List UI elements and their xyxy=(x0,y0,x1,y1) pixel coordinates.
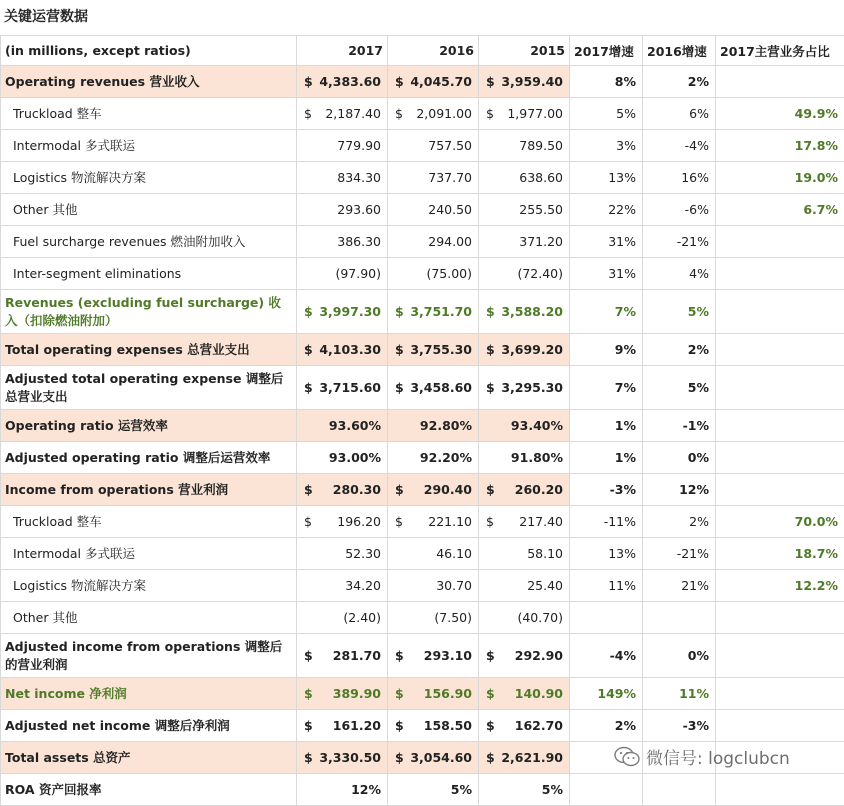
growth-cell-2016: -1% xyxy=(643,410,716,442)
value-cell-2016 xyxy=(388,66,479,98)
value-cell-2015 xyxy=(479,678,570,710)
value-cell-2017: 834.30 xyxy=(297,162,388,194)
value-cell-2016: 294.00 xyxy=(388,226,479,258)
value-cell-2016: 92.80% xyxy=(388,410,479,442)
value-cell-2015: 638.60 xyxy=(479,162,570,194)
value-cell-2016 xyxy=(388,98,479,130)
table-row xyxy=(1,634,844,678)
value-text: 3,959.40 xyxy=(483,74,565,89)
share-cell: 17.8% xyxy=(716,130,844,162)
value-cell-2017 xyxy=(297,66,388,98)
table-row xyxy=(1,162,844,194)
value-text: 162.70 xyxy=(483,718,565,733)
value-text: 290.40 xyxy=(392,482,474,497)
row-label: Fuel surcharge revenues 燃油附加收入 xyxy=(1,226,297,258)
value-cell-2015: 58.10 xyxy=(479,538,570,570)
watermark xyxy=(614,744,790,769)
value-cell-2017 xyxy=(297,474,388,506)
growth-cell-2017: 11% xyxy=(570,570,643,602)
operating-data-table xyxy=(0,35,844,806)
value-cell-2016: 5% xyxy=(388,774,479,806)
page-title: 关键运营数据 xyxy=(4,0,88,34)
value-cell-2017 xyxy=(297,334,388,366)
value-text: 2,621.90 xyxy=(483,750,565,765)
table-row xyxy=(1,710,844,742)
header-2015: 2015 xyxy=(479,36,570,66)
value-cell-2015: 789.50 xyxy=(479,130,570,162)
value-text: 196.20 xyxy=(301,514,383,529)
value-cell-2015: 25.40 xyxy=(479,570,570,602)
value-text: 4,103.30 xyxy=(301,342,383,357)
share-cell: 6.7% xyxy=(716,194,844,226)
currency-symbol: $ xyxy=(395,750,404,765)
value-cell-2017 xyxy=(297,710,388,742)
growth-cell-2017: -4% xyxy=(570,634,643,678)
currency-symbol: $ xyxy=(304,718,313,733)
value-cell-2016: 737.70 xyxy=(388,162,479,194)
value-text: 281.70 xyxy=(301,648,383,663)
value-cell-2017: (2.40) xyxy=(297,602,388,634)
currency-symbol: $ xyxy=(395,718,404,733)
share-cell xyxy=(716,366,844,410)
table-row xyxy=(1,290,844,334)
growth-cell-2016: 5% xyxy=(643,290,716,334)
value-cell-2017: 293.60 xyxy=(297,194,388,226)
share-cell xyxy=(716,710,844,742)
value-cell-2015 xyxy=(479,710,570,742)
table-row xyxy=(1,602,844,634)
value-cell-2017 xyxy=(297,290,388,334)
growth-cell-2016: -4% xyxy=(643,130,716,162)
header-2016: 2016 xyxy=(388,36,479,66)
share-cell: 18.7% xyxy=(716,538,844,570)
row-label: ROA 资产回报率 xyxy=(1,774,297,806)
value-cell-2016 xyxy=(388,334,479,366)
header-label: (in millions, except ratios) xyxy=(1,36,297,66)
value-cell-2016: 240.50 xyxy=(388,194,479,226)
row-label: Intermodal 多式联运 xyxy=(1,538,297,570)
value-cell-2015 xyxy=(479,506,570,538)
row-label: Total operating expenses 总营业支出 xyxy=(1,334,297,366)
value-cell-2017 xyxy=(297,634,388,678)
growth-cell-2016: 11% xyxy=(643,678,716,710)
growth-cell-2017: 5% xyxy=(570,98,643,130)
table-row xyxy=(1,538,844,570)
table-row xyxy=(1,774,844,806)
table-row xyxy=(1,226,844,258)
currency-symbol: $ xyxy=(395,304,404,319)
currency-symbol: $ xyxy=(395,648,404,663)
table-row xyxy=(1,506,844,538)
value-text: 161.20 xyxy=(301,718,383,733)
value-text: 280.30 xyxy=(301,482,383,497)
growth-cell-2016: 12% xyxy=(643,474,716,506)
value-cell-2016: (7.50) xyxy=(388,602,479,634)
growth-cell-2017: -3% xyxy=(570,474,643,506)
value-cell-2015: 91.80% xyxy=(479,442,570,474)
value-cell-2016: 757.50 xyxy=(388,130,479,162)
growth-cell-2017: 2% xyxy=(570,710,643,742)
header-2017: 2017 xyxy=(297,36,388,66)
value-cell-2016 xyxy=(388,742,479,774)
value-cell-2015: 255.50 xyxy=(479,194,570,226)
value-cell-2015 xyxy=(479,290,570,334)
share-cell xyxy=(716,410,844,442)
value-cell-2015: 5% xyxy=(479,774,570,806)
growth-cell-2017: -11% xyxy=(570,506,643,538)
currency-symbol: $ xyxy=(395,686,404,701)
growth-cell-2017: 149% xyxy=(570,678,643,710)
value-cell-2016 xyxy=(388,290,479,334)
value-cell-2017: 12% xyxy=(297,774,388,806)
currency-symbol: $ xyxy=(304,304,313,319)
growth-cell-2017: 13% xyxy=(570,162,643,194)
value-cell-2015 xyxy=(479,742,570,774)
growth-cell-2016: -6% xyxy=(643,194,716,226)
table-row xyxy=(1,194,844,226)
growth-cell-2016: 16% xyxy=(643,162,716,194)
currency-symbol: $ xyxy=(486,686,495,701)
currency-symbol: $ xyxy=(486,74,495,89)
share-cell xyxy=(716,66,844,98)
row-label: Other 其他 xyxy=(1,194,297,226)
value-cell-2017: 779.90 xyxy=(297,130,388,162)
value-cell-2016: 92.20% xyxy=(388,442,479,474)
value-cell-2017: 93.60% xyxy=(297,410,388,442)
value-cell-2017: 34.20 xyxy=(297,570,388,602)
growth-cell-2017: 31% xyxy=(570,226,643,258)
value-cell-2016: 30.70 xyxy=(388,570,479,602)
growth-cell-2017: 13% xyxy=(570,538,643,570)
row-label: Income from operations 营业利润 xyxy=(1,474,297,506)
growth-cell-2017: 1% xyxy=(570,442,643,474)
row-label: Net income 净利润 xyxy=(1,678,297,710)
growth-cell-2017: 3% xyxy=(570,130,643,162)
value-text: 292.90 xyxy=(483,648,565,663)
currency-symbol: $ xyxy=(486,718,495,733)
table-row xyxy=(1,410,844,442)
value-cell-2015: 371.20 xyxy=(479,226,570,258)
growth-cell-2017: 31% xyxy=(570,258,643,290)
value-cell-2017: 386.30 xyxy=(297,226,388,258)
growth-cell-2017: 8% xyxy=(570,66,643,98)
currency-symbol: $ xyxy=(304,750,313,765)
share-cell xyxy=(716,258,844,290)
growth-cell-2016: -21% xyxy=(643,226,716,258)
row-label: Other 其他 xyxy=(1,602,297,634)
value-text: 3,699.20 xyxy=(483,342,565,357)
row-label: Adjusted income from operations 调整后的营业利润 xyxy=(1,634,297,678)
currency-symbol: $ xyxy=(486,648,495,663)
growth-cell-2016: 0% xyxy=(643,634,716,678)
value-cell-2015 xyxy=(479,634,570,678)
value-text: 156.90 xyxy=(392,686,474,701)
growth-cell-2016 xyxy=(643,602,716,634)
value-cell-2015 xyxy=(479,474,570,506)
table-row xyxy=(1,130,844,162)
row-label: Intermodal 多式联运 xyxy=(1,130,297,162)
row-label: Logistics 物流解决方案 xyxy=(1,162,297,194)
header-share-2017: 2017主营业务占比 xyxy=(716,36,844,66)
value-text: 2,187.40 xyxy=(301,106,383,121)
currency-symbol: $ xyxy=(486,482,495,497)
growth-cell-2016: 6% xyxy=(643,98,716,130)
currency-symbol: $ xyxy=(395,106,403,121)
value-cell-2016 xyxy=(388,506,479,538)
currency-symbol: $ xyxy=(304,648,313,663)
value-cell-2016 xyxy=(388,710,479,742)
growth-cell-2017: 9% xyxy=(570,334,643,366)
share-cell: 70.0% xyxy=(716,506,844,538)
row-label: Revenues (excluding fuel surcharge) 收入（扣除燃油附加） xyxy=(1,290,297,334)
table-row xyxy=(1,98,844,130)
share-cell xyxy=(716,334,844,366)
value-cell-2015: 93.40% xyxy=(479,410,570,442)
value-text: 3,330.50 xyxy=(301,750,383,765)
share-cell xyxy=(716,226,844,258)
value-text: 3,458.60 xyxy=(392,380,474,395)
value-text: 4,045.70 xyxy=(392,74,474,89)
row-label: Adjusted operating ratio 调整后运营效率 xyxy=(1,442,297,474)
growth-cell-2016: 21% xyxy=(643,570,716,602)
currency-symbol: $ xyxy=(486,342,495,357)
currency-symbol: $ xyxy=(486,514,494,529)
value-text: 3,997.30 xyxy=(301,304,383,319)
value-cell-2017 xyxy=(297,506,388,538)
currency-symbol: $ xyxy=(304,74,313,89)
share-cell xyxy=(716,602,844,634)
value-cell-2016 xyxy=(388,678,479,710)
value-text: 3,054.60 xyxy=(392,750,474,765)
value-text: 3,295.30 xyxy=(483,380,565,395)
value-text: 140.90 xyxy=(483,686,565,701)
value-cell-2017: 52.30 xyxy=(297,538,388,570)
value-cell-2017: 93.00% xyxy=(297,442,388,474)
value-cell-2017 xyxy=(297,742,388,774)
value-text: 3,715.60 xyxy=(301,380,383,395)
share-cell xyxy=(716,474,844,506)
value-cell-2015 xyxy=(479,98,570,130)
currency-symbol: $ xyxy=(395,342,404,357)
currency-symbol: $ xyxy=(395,74,404,89)
value-text: 2,091.00 xyxy=(392,106,474,121)
watermark-text: 微信号: logclubcn xyxy=(646,744,790,769)
growth-cell-2017: 22% xyxy=(570,194,643,226)
growth-cell-2017 xyxy=(570,774,643,806)
growth-cell-2016: 5% xyxy=(643,366,716,410)
share-cell xyxy=(716,442,844,474)
value-cell-2015: (72.40) xyxy=(479,258,570,290)
value-cell-2017 xyxy=(297,678,388,710)
value-text: 3,755.30 xyxy=(392,342,474,357)
share-cell: 19.0% xyxy=(716,162,844,194)
value-cell-2015 xyxy=(479,334,570,366)
currency-symbol: $ xyxy=(304,482,313,497)
growth-cell-2017: 1% xyxy=(570,410,643,442)
value-text: 3,588.20 xyxy=(483,304,565,319)
table-body xyxy=(1,66,844,806)
growth-cell-2016: 2% xyxy=(643,334,716,366)
header-growth-2016: 2016增速 xyxy=(643,36,716,66)
value-cell-2017 xyxy=(297,98,388,130)
share-cell xyxy=(716,290,844,334)
growth-cell-2017 xyxy=(570,602,643,634)
table-row xyxy=(1,334,844,366)
value-text: 1,977.00 xyxy=(483,106,565,121)
value-cell-2015 xyxy=(479,66,570,98)
currency-symbol: $ xyxy=(395,380,404,395)
currency-symbol: $ xyxy=(486,304,495,319)
currency-symbol: $ xyxy=(304,342,313,357)
row-label: Inter-segment eliminations xyxy=(1,258,297,290)
table-row xyxy=(1,66,844,98)
row-label: Truckload 整车 xyxy=(1,98,297,130)
growth-cell-2016: -21% xyxy=(643,538,716,570)
value-text: 260.20 xyxy=(483,482,565,497)
table-row xyxy=(1,258,844,290)
share-cell: 12.2% xyxy=(716,570,844,602)
currency-symbol: $ xyxy=(486,750,495,765)
value-cell-2016: 46.10 xyxy=(388,538,479,570)
table-row xyxy=(1,442,844,474)
wechat-icon xyxy=(614,746,640,768)
share-cell: 49.9% xyxy=(716,98,844,130)
value-text: 3,751.70 xyxy=(392,304,474,319)
row-label: Logistics 物流解决方案 xyxy=(1,570,297,602)
share-cell xyxy=(716,634,844,678)
value-text: 293.10 xyxy=(392,648,474,663)
table-row xyxy=(1,678,844,710)
value-cell-2016 xyxy=(388,474,479,506)
growth-cell-2017: 7% xyxy=(570,366,643,410)
value-cell-2016 xyxy=(388,366,479,410)
growth-cell-2016: 2% xyxy=(643,506,716,538)
table-header-row xyxy=(1,36,844,66)
value-text: 158.50 xyxy=(392,718,474,733)
value-cell-2016: (75.00) xyxy=(388,258,479,290)
value-cell-2017: (97.90) xyxy=(297,258,388,290)
value-text: 389.90 xyxy=(301,686,383,701)
value-text: 217.40 xyxy=(483,514,565,529)
row-label: Adjusted total operating expense 调整后总营业支出 xyxy=(1,366,297,410)
table-row xyxy=(1,474,844,506)
row-label: Truckload 整车 xyxy=(1,506,297,538)
currency-symbol: $ xyxy=(486,106,494,121)
currency-symbol: $ xyxy=(486,380,495,395)
row-label: Operating ratio 运营效率 xyxy=(1,410,297,442)
value-text: 221.10 xyxy=(392,514,474,529)
growth-cell-2016: 0% xyxy=(643,442,716,474)
growth-cell-2016 xyxy=(643,774,716,806)
growth-cell-2016: 4% xyxy=(643,258,716,290)
share-cell xyxy=(716,774,844,806)
row-label: Adjusted net income 调整后净利润 xyxy=(1,710,297,742)
share-cell xyxy=(716,678,844,710)
value-cell-2017 xyxy=(297,366,388,410)
currency-symbol: $ xyxy=(395,482,404,497)
row-label: Total assets 总资产 xyxy=(1,742,297,774)
value-text: 4,383.60 xyxy=(301,74,383,89)
growth-cell-2016: -3% xyxy=(643,710,716,742)
value-cell-2015: (40.70) xyxy=(479,602,570,634)
header-growth-2017: 2017增速 xyxy=(570,36,643,66)
row-label: Operating revenues 营业收入 xyxy=(1,66,297,98)
table-row xyxy=(1,570,844,602)
value-cell-2016 xyxy=(388,634,479,678)
table-row xyxy=(1,366,844,410)
growth-cell-2017: 7% xyxy=(570,290,643,334)
currency-symbol: $ xyxy=(304,686,313,701)
currency-symbol: $ xyxy=(304,106,312,121)
currency-symbol: $ xyxy=(304,514,312,529)
value-cell-2015 xyxy=(479,366,570,410)
growth-cell-2016: 2% xyxy=(643,66,716,98)
currency-symbol: $ xyxy=(304,380,313,395)
currency-symbol: $ xyxy=(395,514,403,529)
